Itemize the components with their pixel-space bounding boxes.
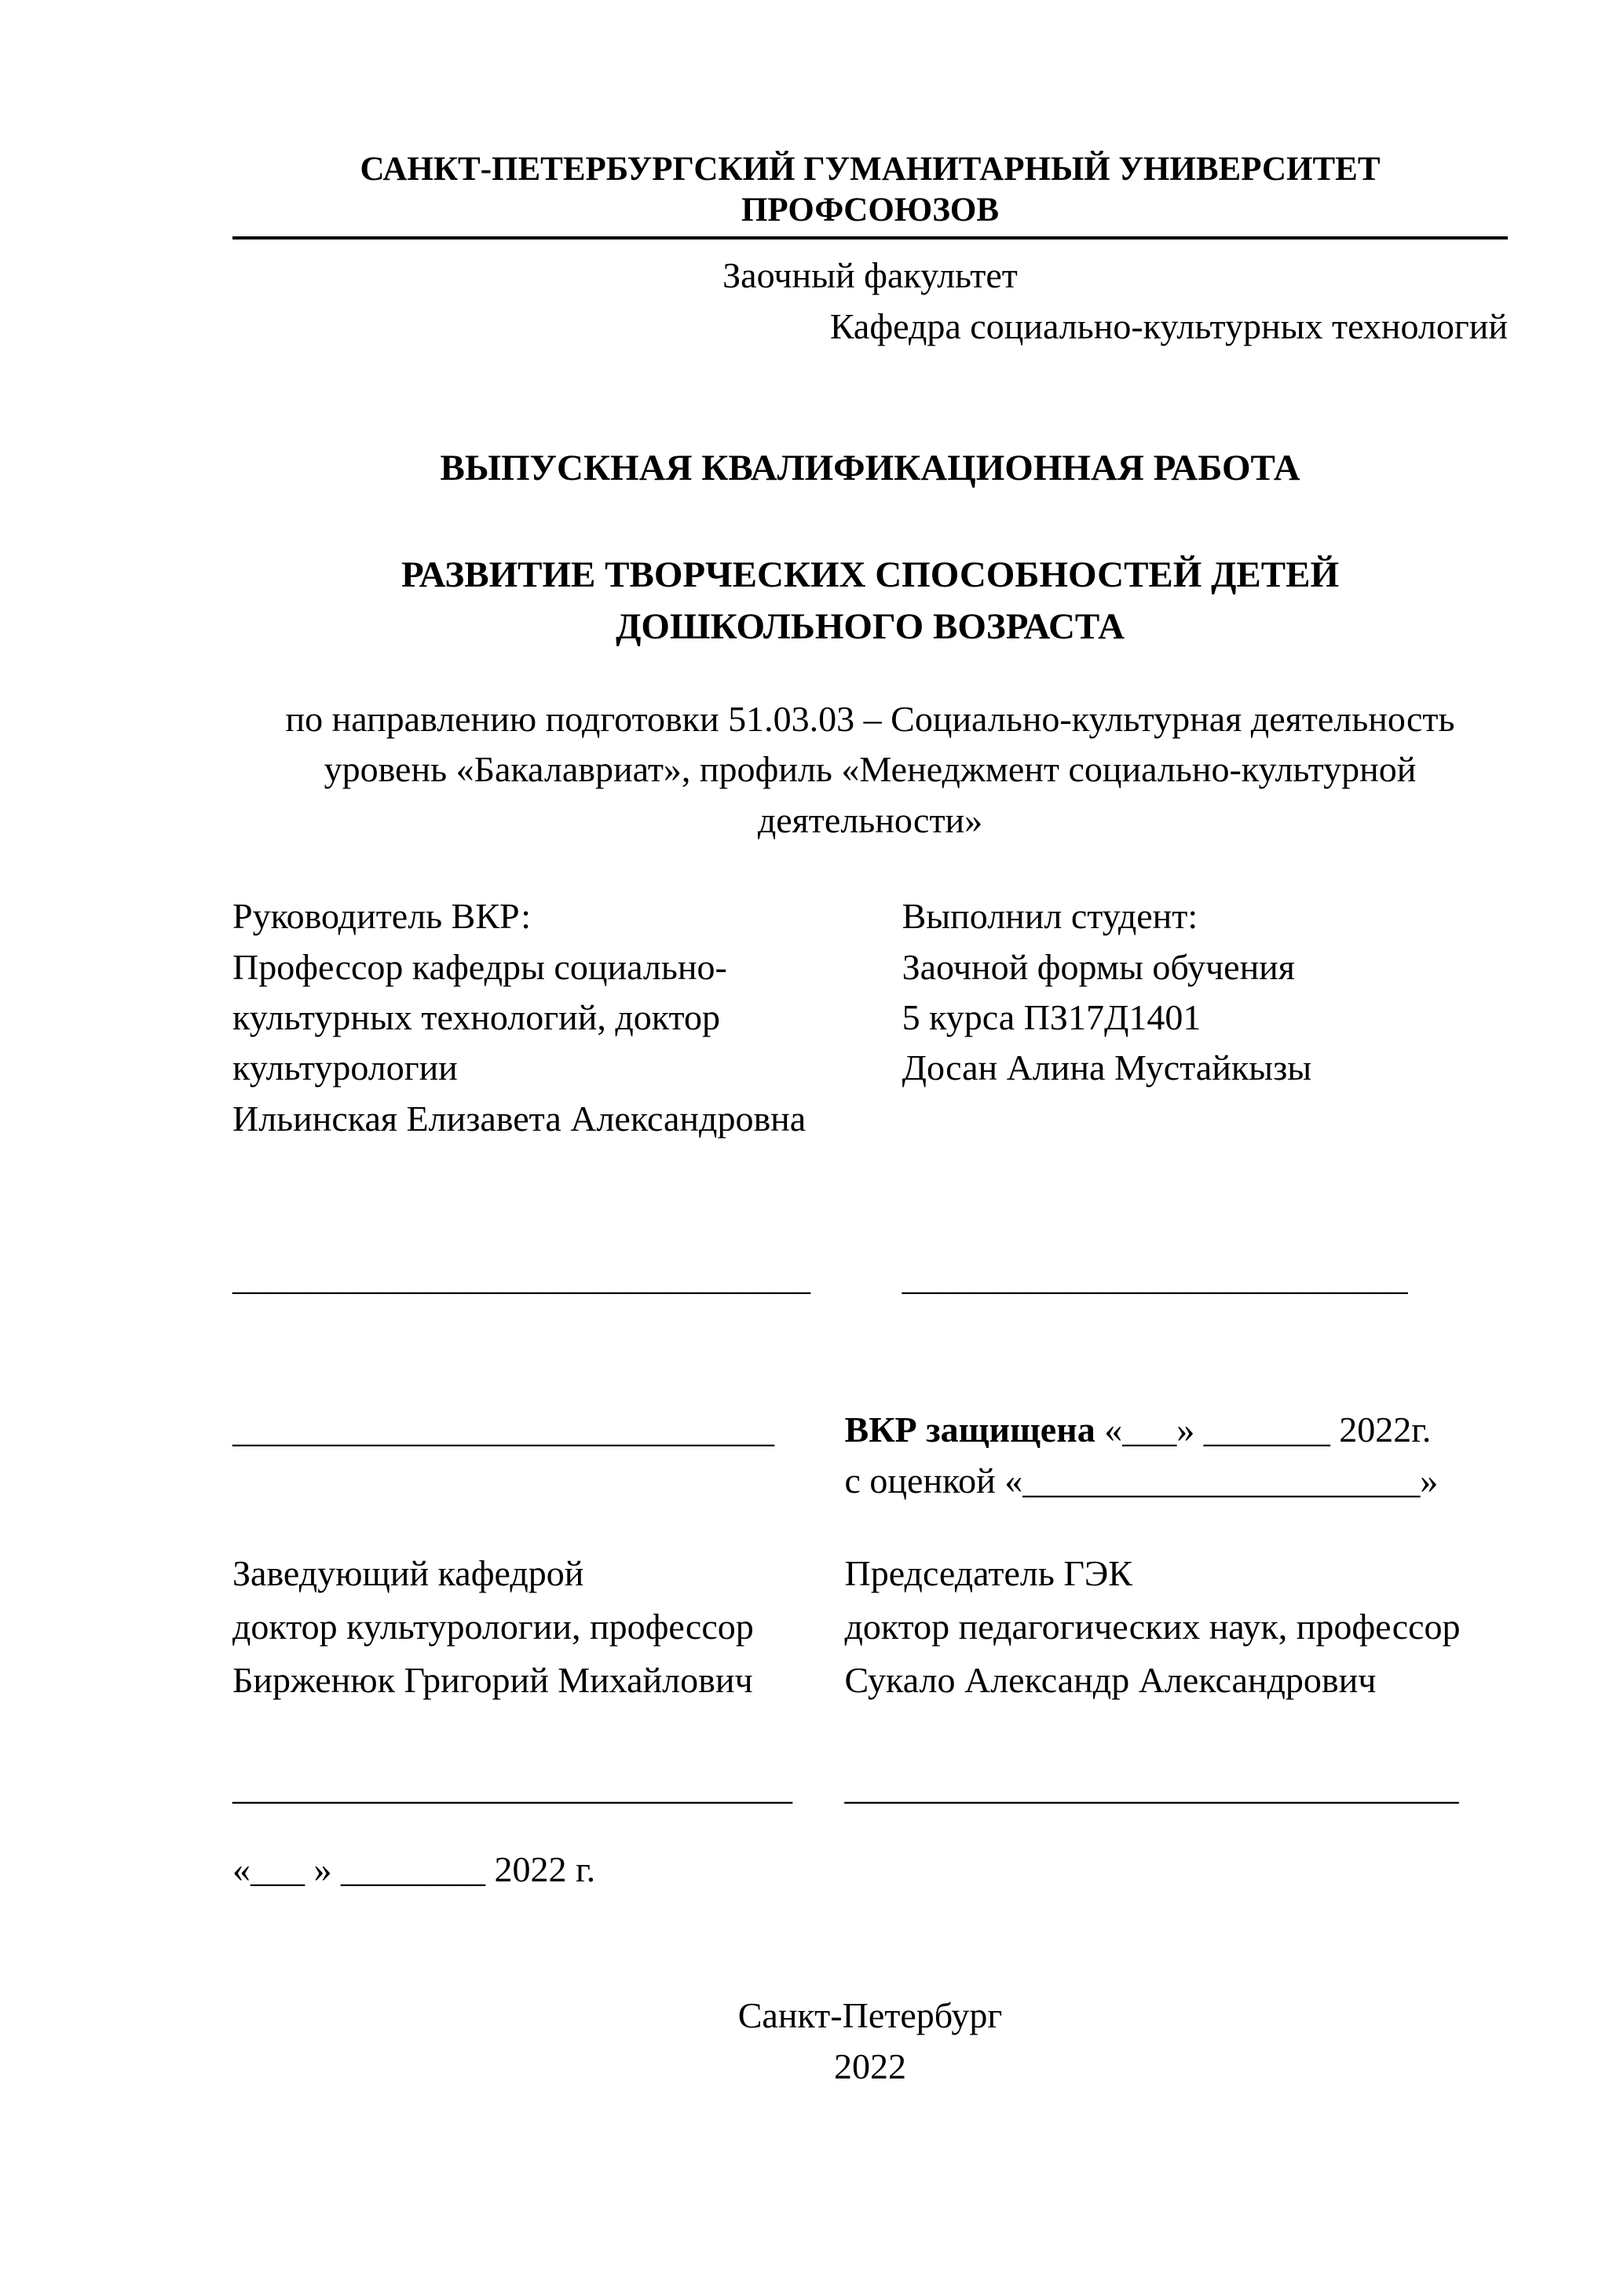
faculty-name: Заочный факультет [722, 255, 1018, 296]
defense-grade-line: с оценкой «______________________» [844, 1460, 1439, 1501]
student-name: Досан Алина Мустайкызы [902, 1047, 1312, 1088]
department-name: Кафедра социально-культурных технологий [829, 305, 1508, 346]
defense-date-blanks: «___» _______ 2022г. [1095, 1409, 1432, 1450]
defense-row [232, 1405, 1508, 1506]
officials-block [232, 1547, 1508, 1707]
footer-year: 2022 [834, 2046, 906, 2086]
university-name: САНКТ-ПЕТЕРБУРГСКИЙ ГУМАНИТАРНЫЙ УНИВЕРСИТЕТ ПРОФСОЮЗОВ [232, 149, 1508, 239]
program-line-2: уровень «Бакалавриат», профиль «Менеджмент социально-культурной [324, 749, 1417, 790]
supervisor-label: Руководитель ВКР: [232, 896, 532, 937]
supervisor-line-3: культурологии [232, 1047, 458, 1088]
work-title-line-1: РАЗВИТИЕ ТВОРЧЕСКИХ СПОСОБНОСТЕЙ ДЕТЕЙ [401, 554, 1340, 596]
chairman-signature-line: __________________________________ [844, 1767, 1459, 1808]
work-title-line-2: ДОШКОЛЬНОГО ВОЗРАСТА [616, 606, 1125, 648]
student-label: Выполнил студент: [902, 896, 1198, 937]
head-degree: доктор культурологии, профессор [232, 1607, 754, 1647]
defense-label: ВКР защищена [844, 1409, 1095, 1450]
student-line-1: Заочной формы обучения [902, 946, 1295, 987]
chairman-degree: доктор педагогических наук, профессор [844, 1607, 1461, 1647]
supervisor-line-2: культурных технологий, доктор [232, 996, 720, 1037]
head-title: Заведующий кафедрой [232, 1553, 584, 1594]
supervisor-line-1: Профессор кафедры социально- [232, 946, 727, 987]
defense-date-line [845, 1405, 1508, 1455]
work-type-heading: ВЫПУСКНАЯ КВАЛИФИКАЦИОННАЯ РАБОТА [440, 447, 1300, 488]
defense-signature-line: ______________________________ [232, 1409, 774, 1450]
chairman-name: Сукало Александр Александрович [844, 1660, 1377, 1701]
supervisor-signature-line: ________________________________ [232, 1257, 810, 1298]
footer-block [232, 1991, 1508, 2092]
supervisor-student-block [232, 891, 1508, 1144]
supervisor-block [232, 891, 902, 1144]
chairman-block [845, 1547, 1508, 1707]
student-block [902, 891, 1508, 1144]
student-line-2: 5 курса ПЗ17Д1401 [902, 996, 1202, 1037]
signature-row-2 [232, 1762, 1508, 1812]
head-signature-line: _______________________________ [232, 1767, 792, 1808]
head-of-department-block [232, 1547, 845, 1707]
program-description [232, 694, 1508, 846]
date-blank-line: «___ » ________ 2022 г. [232, 1848, 596, 1889]
footer-city: Санкт-Петербург [737, 1995, 1003, 2036]
student-signature-line: ____________________________ [902, 1257, 1408, 1298]
work-title [232, 550, 1508, 653]
defense-statement [845, 1405, 1508, 1506]
program-line-3: деятельности» [757, 799, 983, 840]
program-line-1: по направлению подготовки 51.03.03 – Социально-культурная деятельность [285, 698, 1455, 739]
head-name: Бирженюк Григорий Михайлович [232, 1660, 753, 1701]
chairman-title: Председатель ГЭК [844, 1553, 1132, 1594]
signature-row-1 [232, 1252, 1508, 1303]
page-content [232, 149, 1508, 2092]
supervisor-name: Ильинская Елизавета Александровна [232, 1098, 807, 1139]
